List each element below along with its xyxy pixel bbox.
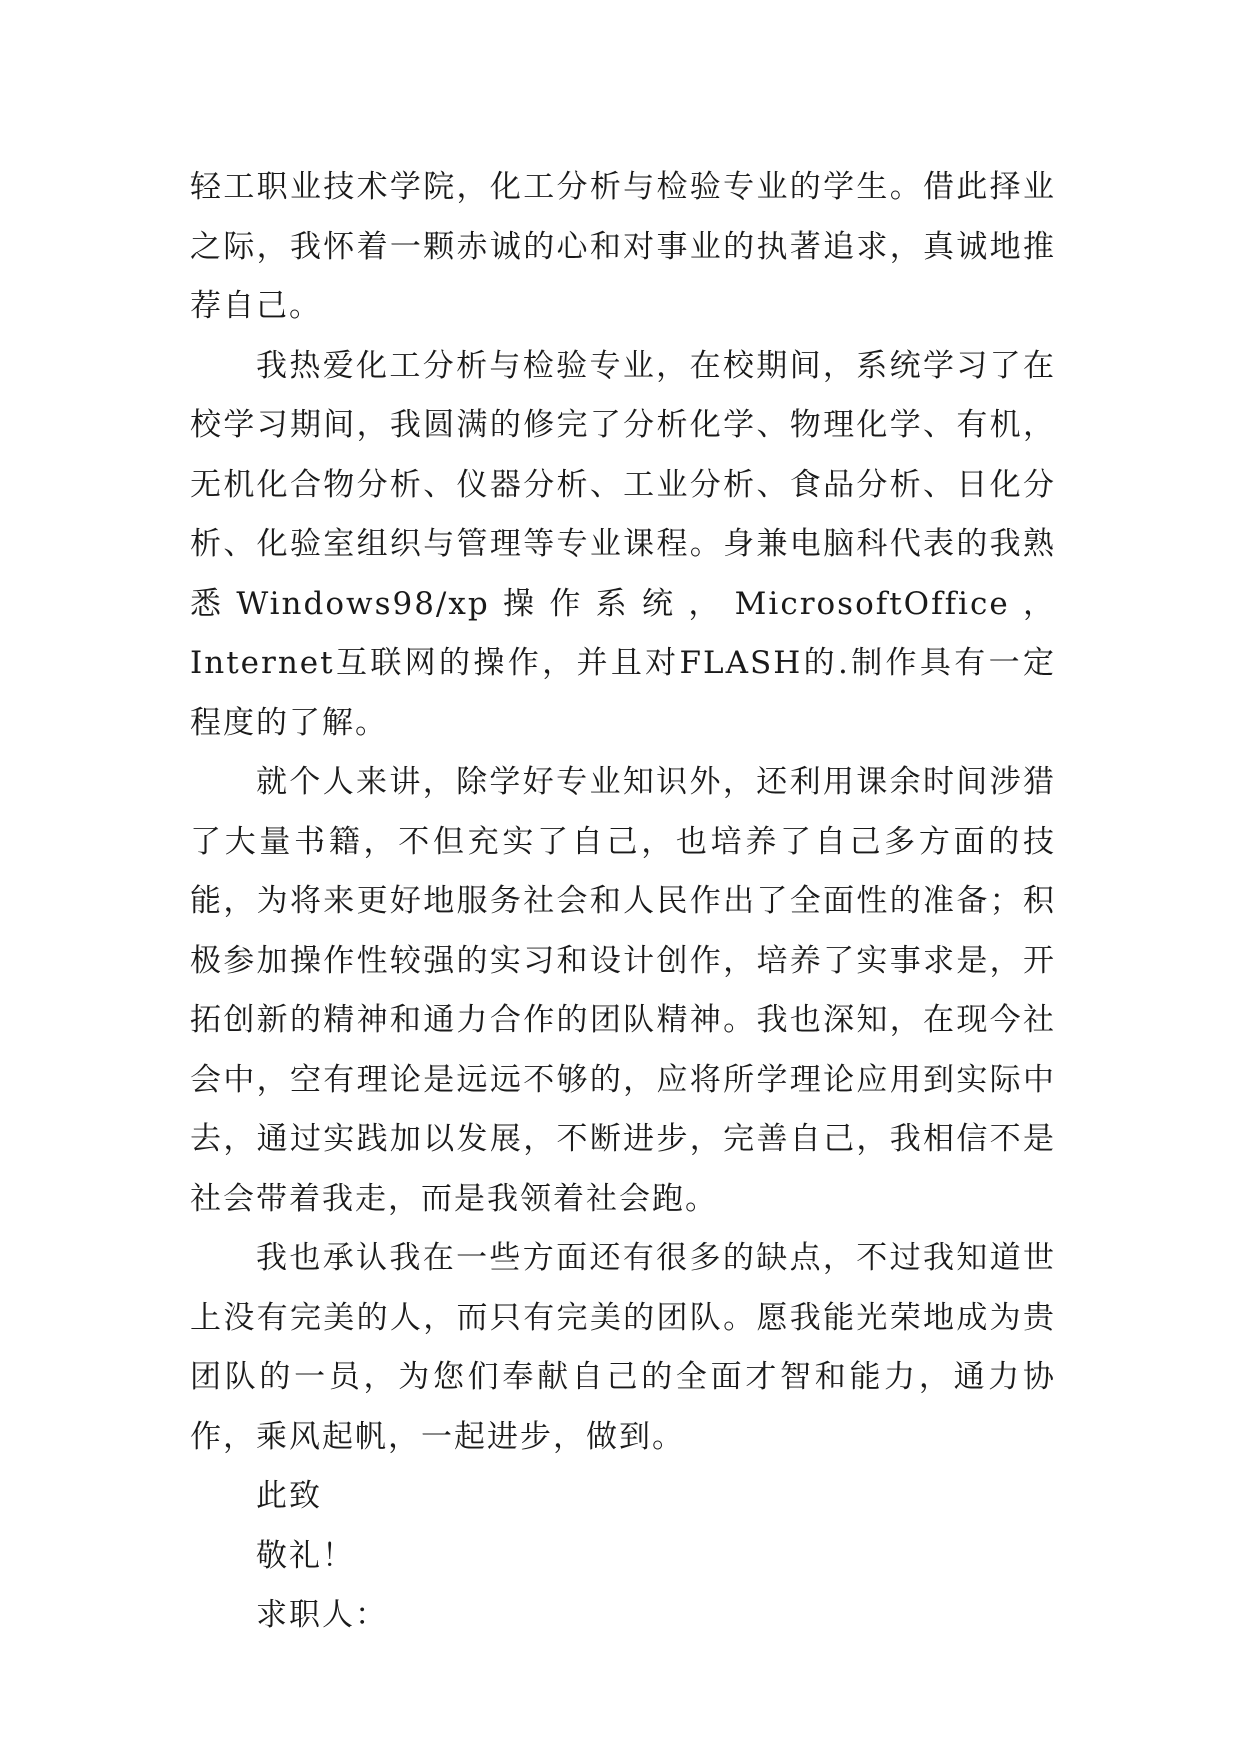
closing-salutation: 此致 (256, 1478, 322, 1514)
paragraph-personal: 就个人来讲，除学好专业知识外，还利用课余时间涉猎了大量书籍，不但充实了自己，也培养了自己多方面的技能，为将来更好地服务社会和人民作出了全面性的准备；积极参加操作性较强的实习和设计创作，培养了实事求是，开拓创新的精神和通力合作的团队精神。我也深知，在现今社会中，空有理论是远远不够的，应将所学理论应用到实际中去，通过实践加以发展，不断进步，完善自己，我相信不是社会带着我走，而是我领着社会跑。 (190, 764, 1056, 1217)
paragraph-education: 我热爱化工分析与检验专业，在校期间，系统学习了在校学习期间，我圆满的修完了分析化学、物理化学、有机，无机化合物分析、仪器分析、工业分析、食品分析、日化分析、化验室组织与管理等专业课程。身兼电脑科代表的我熟悉Windows98/xp操作系统，MicrosoftOffice，Internet互联网的操作，并且对FLASH的.制作具有一定程度的了解。 (190, 347, 1056, 741)
closing-regards: 敬礼！ (256, 1537, 355, 1574)
paragraph-conclusion: 我也承认我在一些方面还有很多的缺点，不过我知道世上没有完美的人，而只有完美的团队。愿我能光荣地成为贵团队的一员，为您们奉献自己的全面才智和能力，通力协作，乘风起帆，一起进步，做到。 (190, 1240, 1056, 1455)
paragraph-intro-continuation: 轻工职业技术学院，化工分析与检验专业的学生。借此择业之际，我怀着一颗赤诚的心和对事业的执著追求，真诚地推荐自己。 (190, 169, 1056, 324)
signature-line: 求职人： (256, 1597, 388, 1633)
letter-body (190, 158, 1056, 1646)
